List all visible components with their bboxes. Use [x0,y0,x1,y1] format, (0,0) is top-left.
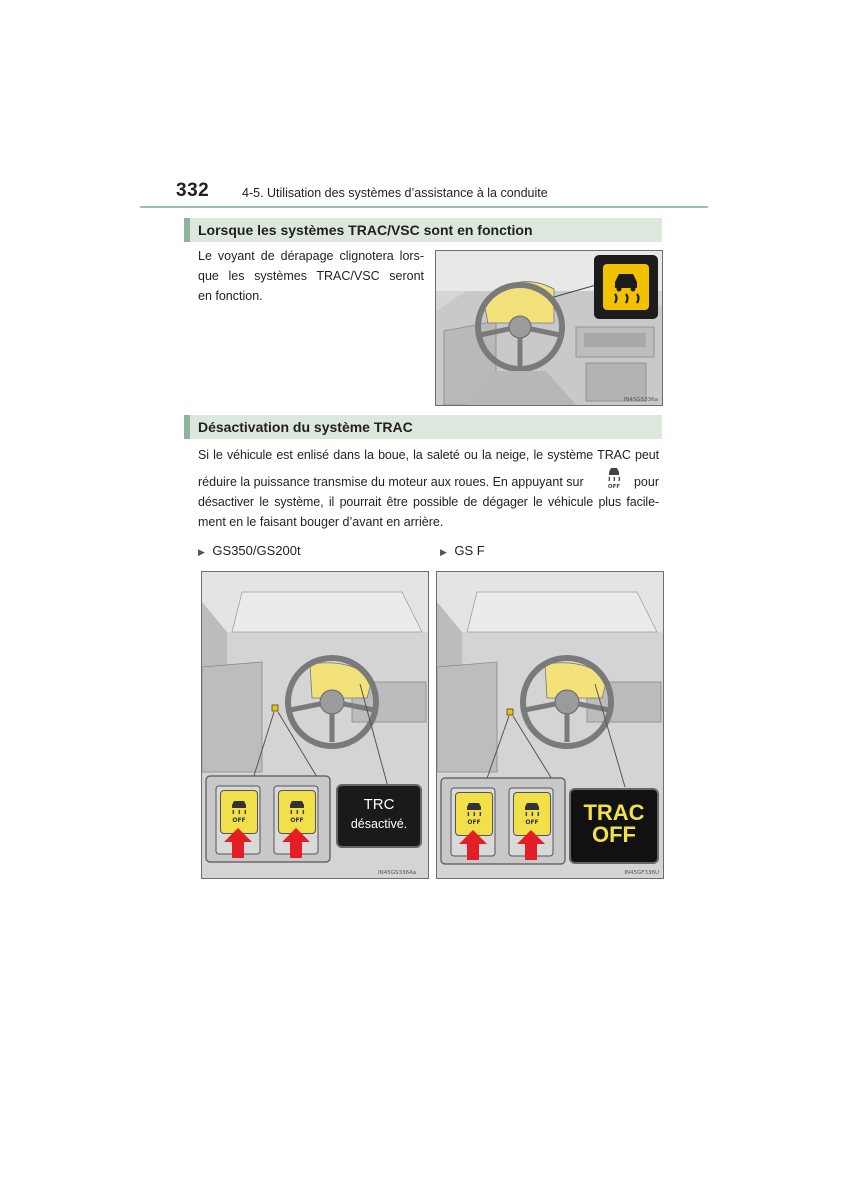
dashboard-figure-indicator [435,250,663,406]
figure-code: IN45GS336a [623,397,658,403]
text-line: pour [633,475,659,489]
display-line: OFF [592,822,636,847]
page-number: 332 [176,180,210,201]
bullet-marker: ▶ [440,547,447,557]
display-line: TRC [363,796,395,813]
text-line: Le voyant de dérapage clignotera lors- [198,249,424,263]
dashboard-figure-gsf [436,571,664,879]
text-line: ment en le faisant bouger d’avant en arrière. [198,515,444,529]
section1-paragraph [198,246,424,306]
bullet-label: GS F [454,543,485,558]
section-title: Désactivation du système TRAC [198,419,413,435]
chapter-title: 4-5. Utilisation des systèmes d’assistance à la conduite [242,186,548,200]
bullet-gsf [440,541,485,562]
section-heading-trac-vsc [184,218,662,242]
bullet-gs350 [198,541,301,562]
figure-code: IN45GS336Aa [378,870,417,876]
section2-paragraph [198,445,659,532]
dashboard-figure-gs350 [201,571,429,879]
display-line: TRAC [583,800,645,825]
text-line: Si le véhicule est enlisé dans la boue, la saleté ou la neige, le système TRAC peut [198,448,659,462]
vsc-off-button-icon [604,465,624,489]
svg-text:OFF: OFF [467,819,481,826]
svg-text:OFF: OFF [525,819,539,826]
slip-indicator-icon [603,264,649,310]
trc-off-display [336,784,422,848]
red-up-arrow-icon [459,830,487,860]
svg-text:OFF: OFF [290,817,304,824]
red-up-arrow-icon [517,830,545,860]
vsc-off-button-icon [279,791,315,833]
vsc-off-button-icon [514,793,550,835]
bullet-label: GS350/GS200t [212,543,301,558]
header-rule [140,206,708,208]
figure-code: IN45GF336U [624,870,659,876]
red-up-arrow-icon [282,828,310,858]
vsc-off-button-icon [221,791,257,833]
text-line-with-icon [198,465,659,492]
bullet-marker: ▶ [198,547,205,557]
section-heading-trac-off [184,415,662,439]
section-title: Lorsque les systèmes TRAC/VSC sont en fonction [198,222,533,238]
red-up-arrow-icon [224,828,252,858]
text-line: que les systèmes TRAC/VSC seront [198,269,424,283]
vsc-off-button-icon [456,793,492,835]
svg-text:OFF: OFF [607,484,621,489]
display-line: désactivé. [350,817,408,831]
text-line: désactiver le système, il pourrait être possible de dégager le véhicule plus facile- [198,495,659,509]
svg-text:OFF: OFF [232,817,246,824]
slip-indicator-inset [594,255,658,319]
trac-off-display [569,788,659,864]
text-line: réduire la puissance transmise du moteur aux roues. En appuyant sur [198,475,584,489]
text-line: en fonction. [198,289,263,303]
